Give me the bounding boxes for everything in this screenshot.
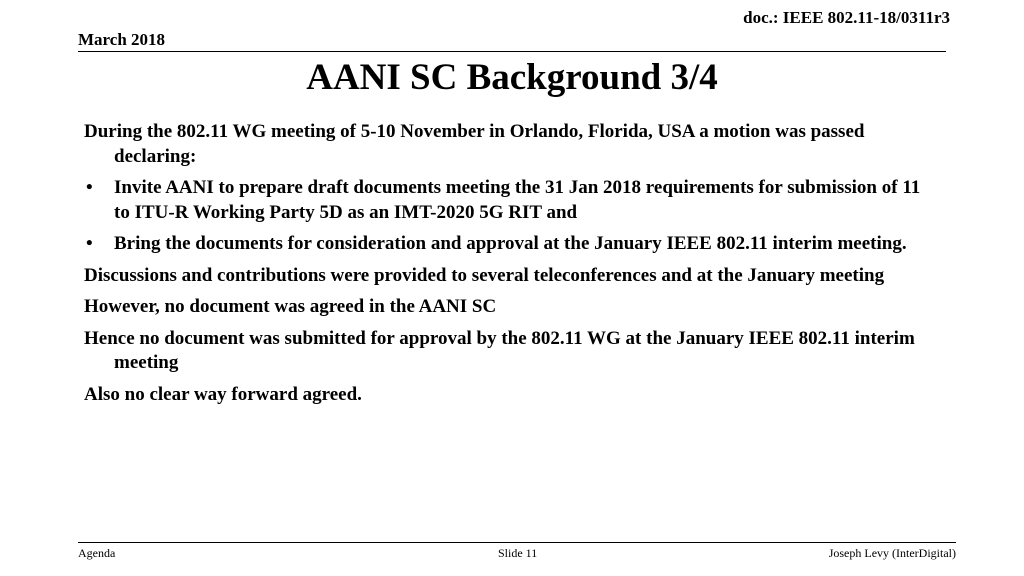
slide-date: March 2018 [78,30,166,49]
bullet-text: Bring the documents for consideration and approval at the January IEEE 802.11 interim meeting. [114,233,907,254]
body-bullet [84,232,934,257]
body-paragraph: However, no document was agreed in the AANI SC [84,296,497,317]
slide-title: AANI SC Background 3/4 [306,57,718,98]
bullet-text: Invite AANI to prepare draft documents meeting the 31 Jan 2018 requirements for submission of 11 to ITU-R Working Party 5D as an IMT-2020 5G RIT and [114,177,921,223]
footer-divider [78,542,956,543]
bullet-marker: • [86,233,93,254]
body-bullet [84,176,934,225]
footer-left-text: Agenda [78,546,116,560]
body-paragraph: Discussions and contributions were provided to several teleconferences and at the January meeting [84,264,885,286]
body-paragraph: Hence no document was submitted for approval by the 802.11 WG at the January IEEE 802.11 interim meeting [84,327,915,373]
header-divider [78,51,946,52]
slide-body [84,120,934,414]
document-id: doc.: IEEE 802.11-18/0311r3 [743,8,950,27]
footer-author: Joseph Levy (InterDigital) [828,546,956,560]
body-paragraph: During the 802.11 WG meeting of 5-10 November in Orlando, Florida, USA a motion was passed declaring: [84,121,865,167]
slide-number: Slide 11 [498,546,538,560]
bullet-marker: • [86,177,93,198]
body-paragraph: Also no clear way forward agreed. [84,383,362,405]
